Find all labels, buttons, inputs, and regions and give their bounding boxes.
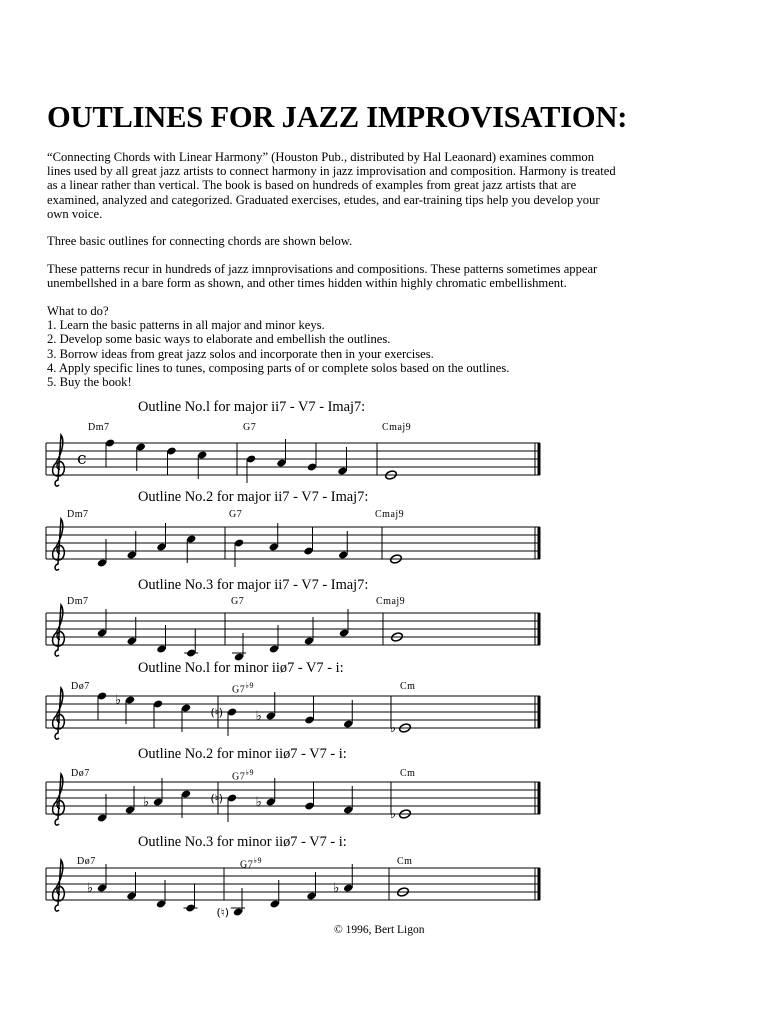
intro-line: examined, analyzed and categorized. Graduated exercises, etudes, and ear-training tips help you develop your	[47, 192, 600, 207]
intro-paragraph	[47, 150, 687, 221]
chord-name: Dm7	[88, 422, 110, 433]
chord-name: Dø7	[77, 856, 96, 867]
chord-name: Cmaj9	[382, 422, 412, 433]
quarter-note	[256, 778, 276, 810]
chord-name: Dø7	[71, 681, 90, 692]
music-staff	[44, 513, 544, 583]
flat-sign-icon: ♭	[114, 693, 121, 708]
chord-name: G7	[229, 509, 243, 520]
page-title: OUTLINES FOR JAZZ IMPROVISATION:	[47, 100, 628, 134]
chord-name: Cm	[400, 681, 416, 692]
flat-sign-icon: ♭	[142, 795, 149, 810]
chord-name: Cm	[400, 768, 416, 779]
intro-line: “Connecting Chords with Linear Harmony” (Houston Pub., distributed by Hal Leaonard) examines common	[47, 150, 595, 164]
chord-name: Dm7	[67, 509, 89, 520]
list-item: 5. Buy the book!	[47, 375, 132, 390]
quarter-note	[105, 438, 116, 467]
music-staff	[44, 768, 544, 838]
outline-title: Outline No.l for major ii7 - V7 - Imaj7:	[138, 399, 366, 415]
quarter-note	[307, 443, 318, 472]
flat-sign-icon: ♭	[255, 709, 262, 724]
list-item: 2. Develop some basic ways to elaborate and embellish the outlines.	[47, 332, 391, 347]
intro-line: own voice.	[47, 206, 103, 221]
outline-title: Outline No.3 for major ii7 - V7 - Imaj7:	[138, 577, 369, 593]
outline-title: Outline No.2 for major ii7 - V7 - Imaj7:	[138, 489, 369, 505]
chord-alteration: ♭9	[253, 856, 263, 865]
quarter-note	[184, 629, 198, 658]
copyright-notice: © 1996, Bert Ligon	[334, 924, 425, 936]
patterns-line: These patterns recur in hundreds of jazz imnprovisations and compositions. These patterns sometimes appear	[47, 262, 598, 276]
chord-name: G7	[232, 771, 246, 783]
list-item: 3. Borrow ideas from great jazz solos and incorporate then in your exercises.	[47, 346, 434, 361]
quarter-note	[166, 446, 177, 475]
outline-title: Outline No.l for minor iiø7 - V7 - i:	[138, 660, 344, 676]
chord-name: G7	[240, 859, 254, 871]
patterns-line: unembellshed in a bare form as shown, and other times hidden within highly chromatic embellishment.	[47, 276, 567, 291]
chord-name: G7	[243, 422, 257, 433]
patterns-paragraph	[47, 262, 687, 290]
chord-alteration: ♭9	[245, 681, 255, 690]
flat-sign-icon: ♭	[389, 807, 396, 822]
flat-sign-icon: ♭	[86, 881, 93, 896]
list-item: 4. Apply specific lines to tunes, composing parts of or complete solos based on the outlines.	[47, 360, 510, 375]
quarter-note	[303, 527, 314, 556]
quarter-note	[115, 693, 135, 724]
natural-sign-icon: (♮)	[216, 906, 229, 919]
chord-name: G7	[232, 684, 246, 696]
natural-sign-icon: (♮)	[210, 706, 223, 719]
quarter-note	[256, 692, 276, 724]
flat-sign-icon: ♭	[333, 881, 340, 896]
chord-name: Cmaj9	[375, 509, 405, 520]
natural-sign-icon: (♮)	[210, 792, 223, 805]
intro-line: as a linear rather than vertical. The book is based on hundreds of examples from great jazz artists that are	[47, 178, 577, 193]
quarter-note	[304, 782, 315, 811]
chord-name: Cm	[397, 856, 413, 867]
outline-title: Outline No.3 for minor iiø7 - V7 - i:	[138, 834, 347, 850]
music-staff	[44, 599, 544, 669]
chord-name: Dm7	[67, 596, 89, 607]
quarter-note	[210, 706, 237, 736]
common-time-icon: c	[77, 448, 87, 469]
quarter-note	[210, 792, 237, 822]
quarter-note	[333, 864, 353, 896]
chord-alteration: ♭9	[245, 768, 255, 777]
flat-sign-icon: ♭	[255, 795, 262, 810]
outline-title: Outline No.2 for minor iiø7 - V7 - i:	[138, 746, 347, 762]
intro-line: lines used by all great jazz artists to connect harmony in jazz improvisation and composition. Harmony is treated	[47, 164, 616, 179]
what-to-do-list	[47, 304, 509, 389]
three-outlines-paragraph: Three basic outlines for connecting chords are shown below.	[47, 234, 353, 248]
quarter-note	[143, 778, 163, 810]
quarter-note	[234, 538, 245, 567]
quarter-note	[216, 888, 245, 919]
music-staff	[44, 682, 544, 752]
list-item: 1. Learn the basic patterns in all major and minor keys.	[47, 318, 325, 333]
chord-name: Cmaj9	[376, 596, 406, 607]
quarter-note	[97, 691, 108, 720]
music-staff	[44, 854, 544, 924]
chord-name: G7	[231, 596, 245, 607]
quarter-note	[246, 454, 257, 483]
quarter-note	[87, 864, 107, 896]
quarter-note	[184, 884, 198, 913]
quarter-note	[153, 699, 164, 728]
flat-sign-icon: ♭	[389, 721, 396, 736]
quarter-note	[304, 696, 315, 725]
list-item: What to do?	[47, 304, 109, 318]
chord-name: Dø7	[71, 768, 90, 779]
